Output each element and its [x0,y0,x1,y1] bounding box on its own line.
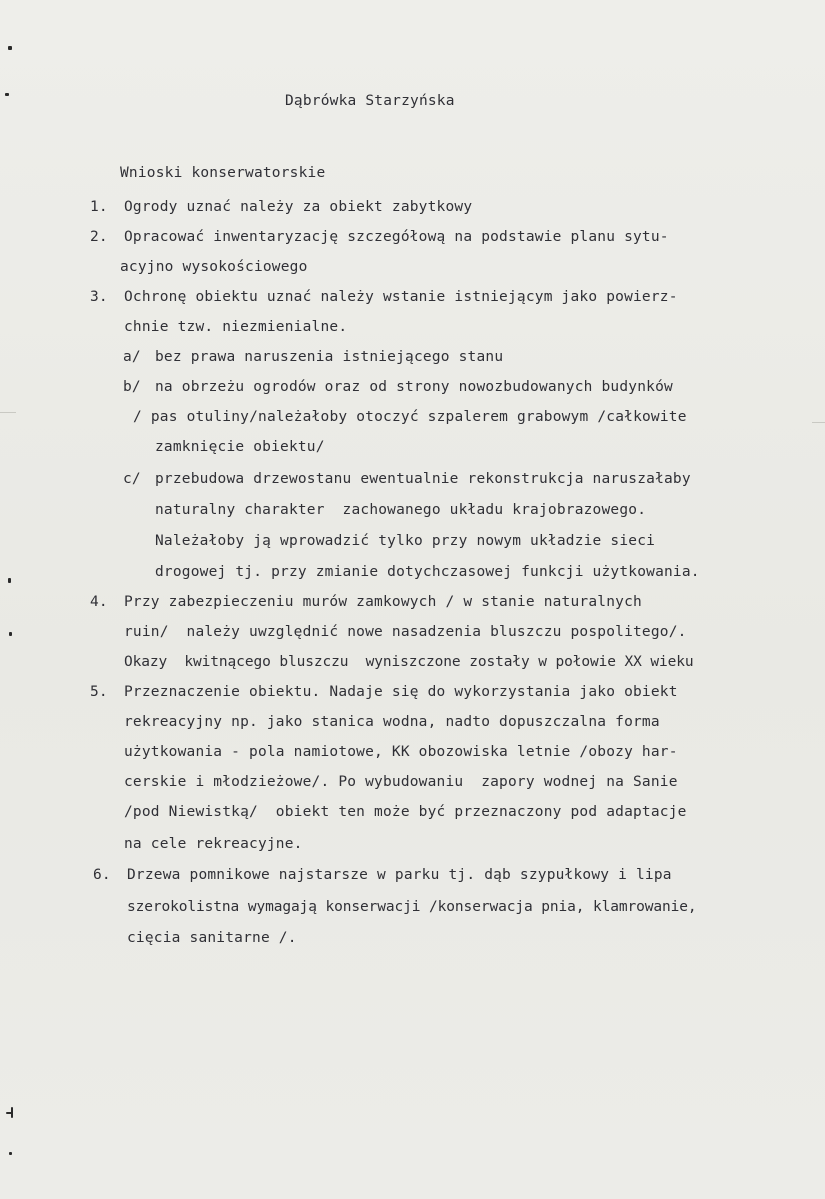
item-number: 4. [90,594,108,610]
item-text: acyjno wysokościowego [120,259,308,275]
item-number: 2. [90,229,108,245]
subitem-letter: a/ [123,349,141,365]
subitem-letter: c/ [123,471,141,487]
subitem-text: Należałoby ją wprowadzić tylko przy nowym układzie sieci [155,533,656,549]
item-text: Przy zabezpieczeniu murów zamkowych / w stanie naturalnych [124,594,642,610]
scan-mark [8,578,11,583]
item-text: cięcia sanitarne /. [127,930,297,946]
item-text: Okazy kwitnącego bluszczu wyniszczone zostały w połowie XX wieku [124,654,694,670]
fold-line [0,412,16,413]
scan-mark [9,632,12,636]
subitem-text: zamknięcie obiektu/ [155,439,325,455]
scan-mark [5,93,9,96]
item-number: 1. [90,199,108,215]
scan-mark [9,1152,12,1155]
item-number: 6. [93,867,111,883]
subitem-text: na obrzeżu ogrodów oraz od strony nowozbudowanych budynków [155,379,673,395]
item-text: użytkowania - pola namiotowe, KK obozowiska letnie /obozy har- [124,744,678,760]
item-text: na cele rekreacyjne. [124,836,303,852]
item-text: Przeznaczenie obiektu. Nadaje się do wykorzystania jako obiekt [124,684,678,700]
item-text: chnie tzw. niezmienialne. [124,319,348,335]
subitem-text: drogowej tj. przy zmianie dotychczasowej funkcji użytkowania. [155,564,700,580]
item-text: rekreacyjny np. jako stanica wodna, nadto dopuszczalna forma [124,714,660,730]
item-number: 3. [90,289,108,305]
item-text: cerskie i młodzieżowe/. Po wybudowaniu zapory wodnej na Sanie [124,774,678,790]
subitem-letter: b/ [123,379,141,395]
item-text: Ochronę obiektu uznać należy wstanie istniejącym jako powierz- [124,289,678,305]
item-text: ruin/ należy uwzględnić nowe nasadzenia bluszczu pospolitego/. [124,624,687,640]
document-title: Dąbrówka Starzyńska [285,93,455,109]
item-number: 5. [90,684,108,700]
subitem-text: bez prawa naruszenia istniejącego stanu [155,349,504,365]
item-text: Ogrody uznać należy za obiekt zabytkowy [124,199,473,215]
scan-mark [8,46,12,50]
subitem-text: przebudowa drzewostanu ewentualnie rekonstrukcja naruszałaby [155,471,691,487]
section-heading: Wnioski konserwatorskie [120,165,326,181]
item-text: Opracować inwentaryzację szczegółową na podstawie planu sytu- [124,229,669,245]
item-text: /pod Niewistką/ obiekt ten może być przeznaczony pod adaptacje [124,804,687,820]
item-text: szerokolistna wymagają konserwacji /konserwacja pnia, klamrowanie, [127,899,697,915]
item-text: Drzewa pomnikowe najstarsze w parku tj. dąb szypułkowy i lipa [127,867,672,883]
subitem-text: naturalny charakter zachowanego układu krajobrazowego. [155,502,647,518]
subitem-text: / pas otuliny/należałoby otoczyć szpalerem grabowym /całkowite [133,409,687,425]
scan-mark [11,1107,13,1118]
fold-line [812,422,825,423]
